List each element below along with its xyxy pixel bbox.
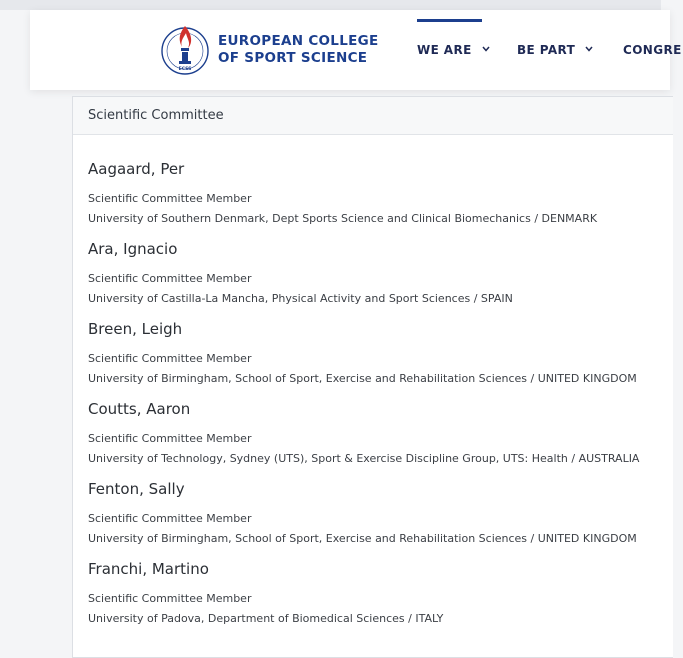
member-name: Coutts, Aaron (88, 400, 191, 418)
member-affiliation: University of Birmingham, School of Sport, Exercise and Rehabilitation Sciences / UNITED KINGDOM (88, 532, 637, 545)
member-name: Ara, Ignacio (88, 240, 178, 258)
panel-title: Scientific Committee (73, 97, 673, 135)
member-name: Franchi, Martino (88, 560, 209, 578)
list-item (88, 319, 673, 399)
list-item (88, 399, 673, 479)
list-item (88, 159, 673, 239)
ecss-logo-link[interactable] (158, 22, 388, 78)
member-affiliation: University of Castilla-La Mancha, Physical Activity and Sport Sciences / SPAIN (88, 292, 513, 305)
nav-item-label: BE PART (517, 43, 576, 57)
member-affiliation: University of Technology, Sydney (UTS), Sport & Exercise Discipline Group, UTS: Health / AUSTRALIA (88, 452, 640, 465)
chevron-down-icon (585, 45, 593, 55)
member-affiliation: University of Birmingham, School of Sport, Exercise and Rehabilitation Sciences / UNITED KINGDOM (88, 372, 637, 385)
member-name: Breen, Leigh (88, 320, 183, 338)
list-item (88, 239, 673, 319)
member-name: Aagaard, Per (88, 160, 185, 178)
logo-title-line1: EUROPEAN COLLEGE (218, 33, 379, 49)
browser-top-strip (0, 0, 661, 10)
nav-item-label: CONGRE (623, 43, 682, 57)
site-header (30, 10, 682, 90)
member-affiliation: University of Padova, Department of Biomedical Sciences / ITALY (88, 612, 444, 625)
member-role: Scientific Committee Member (88, 352, 252, 365)
list-item (88, 559, 673, 639)
logo-title-line2: OF SPORT SCIENCE (218, 49, 368, 66)
nav-item-congress[interactable] (623, 10, 683, 90)
member-role: Scientific Committee Member (88, 432, 252, 445)
nav-item-be-part[interactable] (517, 10, 623, 90)
chevron-down-icon (482, 45, 490, 55)
member-role: Scientific Committee Member (88, 272, 252, 285)
svg-text:ECSS: ECSS (178, 67, 192, 72)
nav-item-label: WE ARE (417, 43, 472, 57)
nav-item-we-are[interactable] (417, 10, 517, 90)
main-navigation (417, 10, 683, 90)
member-role: Scientific Committee Member (88, 592, 252, 605)
ecss-torch-emblem-icon (158, 23, 212, 77)
list-item (88, 479, 673, 559)
member-name: Fenton, Sally (88, 480, 185, 498)
scientific-committee-panel (72, 96, 673, 658)
member-list (73, 135, 673, 639)
member-role: Scientific Committee Member (88, 192, 252, 205)
member-role: Scientific Committee Member (88, 512, 252, 525)
member-affiliation: University of Southern Denmark, Dept Sports Science and Clinical Biomechanics / DENMARK (88, 212, 598, 225)
